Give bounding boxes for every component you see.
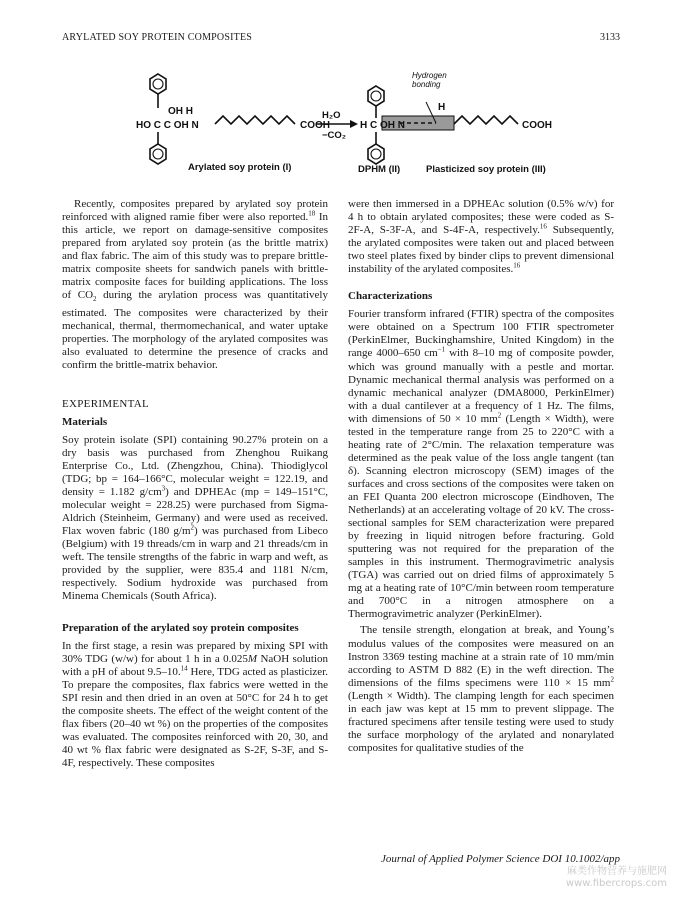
chain-zigzag-left (215, 116, 295, 124)
reaction-scheme (60, 52, 620, 180)
watermark-line-1: 麻类作物营养与施肥网 (567, 866, 667, 877)
oh-h-label: OH H (168, 106, 193, 117)
right-column (348, 198, 614, 755)
ho-c-c-oh-n-label: HO C C OH N (136, 120, 199, 131)
subheading-materials: Materials (62, 415, 108, 428)
reagent-water: H₂O (322, 110, 341, 121)
reagent-co2: −CO₂ (322, 130, 347, 141)
hbond-label-2: bonding (412, 80, 441, 89)
watermark (566, 866, 667, 890)
preparation-paragraph: In the first stage, a resin was prepared by mixing SPI with 30% TDG (w/w) for about 1 h in a 0.025M NaOH solution with a pH of about 9.5–10.14 Here, TDG acted as plasticizer. To prepare the composites, flax fabrics were wetted in the SPI resin and then dried in an oven at 50°C for 24 h to get the composite sheets. The effect of the weight content of the flax fibers (20–40 wt %) on the properties of the composites was evaluated. The composites reinforced with 20, 30, and 40 wt % flax fabric were designated as S-2F, S-3F, and S-4F, respectively. These composites (62, 639, 329, 769)
phenyl-ring-top (150, 74, 166, 94)
subheading-characterizations: Characterizations (348, 290, 433, 303)
phenyl-ring-bottom (150, 144, 166, 164)
subheading-preparation: Preparation of the arylated soy protein composites (62, 621, 299, 634)
section-heading-experimental: EXPERIMENTAL (62, 397, 150, 410)
cooh-label-right: COOH (522, 120, 552, 131)
left-column (62, 198, 328, 770)
materials-paragraph: Soy protein isolate (SPI) containing 90.27% protein on a dry basis was purchased from Zhenghou Ruikang Enterprise Co., Ltd. (Zhengzhou, China). Thiodiglycol (TDG; bp = 164–166°C, molecular weight = 122.19, and density = 1.182 $g/cm^3$) and DPHEAc (mp = 149–151°C, molecular weight = 228.25) were purchased from Sigma-Aldrich (Steinheim, Germany) and were used as received. Flax woven fabric (180 $g/m^2$) was purchased from Libeco (Belgium) with 19 threads/cm in warp and 21 threads/cm in weft. The tensile strengths of the fabric in warp and weft, as provided by the supplier, were 835.4 and 1181 N/cm, respectively. Sodium hydroxide was purchased from Minema Chemicals (South Africa). (62, 433, 328, 603)
intro-paragraph: Recently, composites prepared by arylated soy protein reinforced with aligned ramie fiber were also reported.$^{18}$ In this article, we report on damage-sensitive composites prepared from arylated soy protein (as the brittle matrix) and flax fabric. The aim of this study was to prepare brittle-matrix composite sheets for sandwich panels with brittle-matrix composite faces for building applications. The loss of $CO_2$ during the arylation process was quantitatively estimated. The composites were characterized by their mechanical, thermal, thermomechanical, and water uptake properties. The morphology of the arylated composites was also evaluated to determine the presence of cracks and confirm the brittle-matrix behavior. (62, 198, 328, 371)
arrow-head-icon (350, 120, 358, 128)
page-number: 3133 (600, 32, 620, 43)
watermark-line-2: www.fibercrops.com (565, 878, 667, 889)
scheme-label-1: Arylated soy protein (I) (188, 162, 292, 173)
scheme-label-3: Plasticized soy protein (III) (426, 164, 546, 175)
footer-journal: Journal of Applied Polymer Science DOI 10.1002/app (381, 853, 620, 865)
arylation-paragraph: were then immersed in a DPHEAc solution (0.5% w/v) for 4 h to obtain arylated composites; these were coded as S-2F-A, S-3F-A, and S-4F-A, respectively.$^{16}$ Subsequently, the arylated composites were taken out and placed between two steel plates fixed by binder clips to prevent dimensional instability of the arylated composites.$^{16}$ (348, 198, 614, 276)
scheme-label-2: DPHM (II) (358, 164, 401, 175)
tensile-paragraph: The tensile strength, elongation at break, and Young’s modulus values of the composites were measured on an Instron 3369 testing machine at a strain rate of 10 mm/min according to ASTM D 882 (E) in the weft direction. The dimensions of the films specimens were 110 × 15 $mm^2$ (Length × Width). The clamping length for each specimen in each jaw was kept at 15 mm to prevent slippage. The fractured specimens after tensile testing were used to study the surface morphology of the arylated and nonarylated composites for qualitative studies of the (348, 624, 614, 754)
running-head: ARYLATED SOY PROTEIN COMPOSITES (62, 32, 253, 43)
cooh-label-left: COOH (300, 120, 330, 131)
right-chain-label: H C OH N (360, 120, 405, 131)
right-h-label: H (438, 102, 446, 113)
hbond-label-1: Hydrogen (412, 71, 447, 80)
characterization-paragraph: Fourier transform infrared (FTIR) spectra of the composites were obtained on a Spectrum 100 FTIR spectrometer (PerkinElmer, Buckinghamshire, United Kingdom) in the range 4000–650 $cm^{-1}$ with 8–10 mg of composite powder, which was ground manually with a pestle and mortar. Dynamic mechanical thermal analysis was performed on a dynamic mechanical analyzer (DMA8000, PerkinElmer) with a dual cantilever at a frequency of 1 Hz. The films, with dimensions of 50 × 10 $mm^2$ (Length × Width), were tested in the temperature range from 25 to 220°C with a heating rate of 2°C/min. The relaxation temperature was determined as the peak value of the loss angle tangent (tan δ). Scanning electron microscopy (SEM) images of the surfaces and cross sections of the composites were taken on an FEI Quanta 200 electron microscope (Eindhoven, The Netherlands) at an accelerating voltage of 20 kV. The cross-sectional samples for SEM characterization were prepared by freezing in liquid nitrogen before fracturing. Gold sputtering was not required for the preparation of the samples in this instrument. Thermogravimetric analysis (TGA) was carried out on dried films of approximately 5 mg at a heating rate of 10°C/min between room temperature and 700°C in a nitrogen atmosphere on a Thermogravimetric analyzer (PerkinElmer). (348, 308, 614, 621)
left-structure (150, 74, 295, 164)
